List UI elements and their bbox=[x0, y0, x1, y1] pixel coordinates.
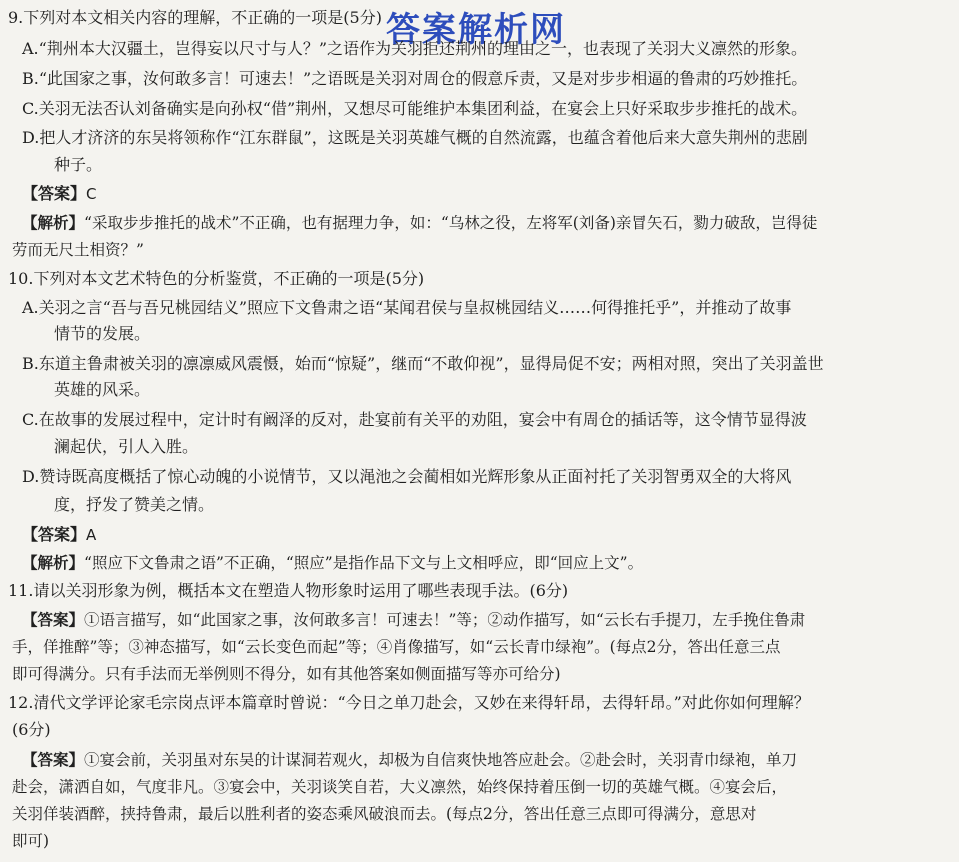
q9-option-d: D.把人才济济的东吴将领称作“江东群鼠”，这既是关羽英雄气概的自然流露，也蕴含着他后来大意失荆州的悲剧 bbox=[22, 128, 808, 147]
answer-text: ①宴会前，关羽虽对东吴的计谋洞若观火，却极为自信爽快地答应赴会。②赴会时，关羽青巾绿袍，单刀 bbox=[84, 751, 798, 769]
q9-explanation-cont: 劳而无尺土相资？” bbox=[12, 241, 144, 259]
q9-option-b: B.“此国家之事，汝何敢多言！可速去！”之语既是关羽对周仓的假意斥责，又是对步步相逼的鲁肃的巧妙推托。 bbox=[22, 69, 808, 88]
answer-text: ①语言描写，如“此国家之事，汝何敢多言！可速去！”等；②动作描写，如“云长右手提刀，左手挽住鲁肃 bbox=[84, 611, 806, 629]
answer-label: 【答案】 bbox=[22, 750, 85, 769]
q10-stem: 10.下列对本文艺术特色的分析鉴赏，不正确的一项是(5分) bbox=[8, 269, 425, 288]
q9-option-a: A.“荆州本大汉疆土，岂得妄以尺寸与人？”之语作为关羽拒还荆州的理由之一，也表现了关羽大义凛然的形象。 bbox=[22, 39, 808, 58]
q9-answer bbox=[22, 183, 97, 205]
q10-option-b: B.东道主鲁肃被关羽的凛凛威风震慑，始而“惊疑”，继而“不敢仰视”，显得局促不安；两相对照，突出了关羽盖世 bbox=[22, 354, 824, 373]
answer-label: 【答案】 bbox=[22, 525, 87, 544]
explanation-text: “采取步步推托的战术”不正确，也有据理力争，如：“乌林之役，左将军(刘备)亲冒矢石，勠力破敌，岂得徒 bbox=[84, 214, 818, 232]
explanation-label: 【解析】 bbox=[22, 553, 85, 572]
q12-answer-cont-2: 关羽佯装酒醉，挟持鲁肃，最后以胜利者的姿态乘风破浪而去。(每点2分，答出任意三点即可得满分，意思对 bbox=[12, 805, 757, 823]
q10-option-c-cont: 澜起伏，引人入胜。 bbox=[54, 437, 199, 456]
watermark-logo: 答案解析网 bbox=[386, 10, 566, 50]
q12-stem: 12.清代文学评论家毛宗岗点评本篇章时曾说：“今日之单刀赴会，又妙在来得轩昂，去得轩昂。”对此你如何理解？ bbox=[8, 693, 810, 712]
answer-value: C bbox=[86, 185, 97, 203]
explanation-label: 【解析】 bbox=[22, 213, 85, 232]
q9-option-d-cont: 种子。 bbox=[54, 155, 103, 174]
q10-option-d-cont: 度，抒发了赞美之情。 bbox=[54, 495, 215, 514]
explanation-text: “照应下文鲁肃之语”不正确，“照应”是指作品下文与上文相呼应，即“回应上文”。 bbox=[84, 554, 644, 572]
q11-answer-cont-2: 即可得满分。只有手法而无举例则不得分，如有其他答案如侧面描写等亦可给分) bbox=[12, 665, 561, 683]
q11-answer bbox=[22, 609, 805, 631]
q12-stem-cont: (6分) bbox=[12, 720, 51, 739]
q11-stem: 11.请以关羽形象为例，概括本文在塑造人物形象时运用了哪些表现手法。(6分) bbox=[8, 581, 569, 600]
answer-label: 【答案】 bbox=[22, 184, 87, 203]
q9-option-c: C.关羽无法否认刘备确实是向孙权“借”荆州，又想尽可能维护本集团利益，在宴会上只好采取步步推托的战术。 bbox=[22, 99, 808, 118]
q9-stem: 9.下列对本文相关内容的理解，不正确的一项是(5分) bbox=[8, 8, 382, 27]
answer-value: A bbox=[86, 526, 97, 544]
q12-answer-cont-3: 即可) bbox=[12, 832, 50, 850]
q10-answer bbox=[22, 524, 96, 546]
q9-explanation bbox=[22, 212, 817, 234]
q12-answer bbox=[22, 749, 797, 771]
q10-explanation bbox=[22, 552, 643, 574]
answer-label: 【答案】 bbox=[22, 610, 85, 629]
q10-option-a: A.关羽之言“吾与吾兄桃园结义”照应下文鲁肃之语“某闻君侯与皇叔桃园结义……何得推托乎”，并推动了故事 bbox=[22, 298, 792, 317]
q10-option-a-cont: 情节的发展。 bbox=[54, 324, 151, 343]
q11-answer-cont-1: 手，佯推醉”等；③神态描写，如“云长变色而起”等；④肖像描写，如“云长青巾绿袍”。(每点2分，答出任意三点 bbox=[12, 638, 781, 656]
q12-answer-cont-1: 赴会，潇洒自如，气度非凡。③宴会中，关羽谈笑自若，大义凛然，始终保持着压倒一切的英雄气概。④宴会后， bbox=[12, 778, 788, 796]
q10-option-b-cont: 英雄的风采。 bbox=[54, 380, 151, 399]
q10-option-d: D.赞诗既高度概括了惊心动魄的小说情节，又以渑池之会蔺相如光辉形象从正面衬托了关羽智勇双全的大将风 bbox=[22, 467, 792, 486]
q10-option-c: C.在故事的发展过程中，定计时有阚泽的反对，赴宴前有关平的劝阻，宴会中有周仓的插话等，这令情节显得波 bbox=[22, 410, 807, 429]
